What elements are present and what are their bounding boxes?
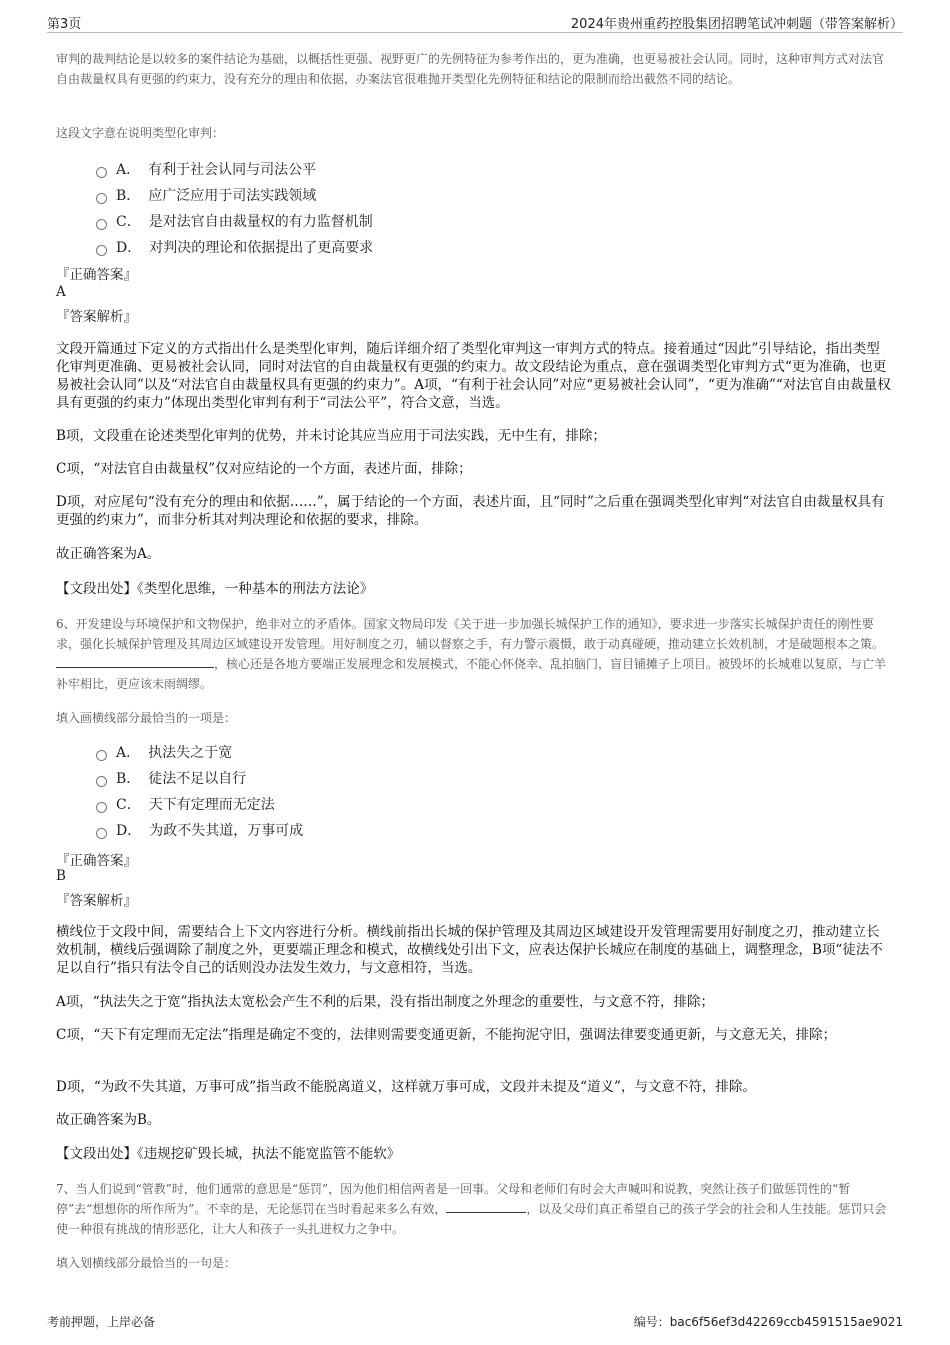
q6-answer-label: 『正确答案』: [56, 853, 137, 869]
q5-answer-label: 『正确答案』: [56, 267, 137, 283]
q5-source: 【文段出处】《类型化思维，一种基本的刑法方法论》: [56, 581, 374, 597]
q6-option-d[interactable]: D． 为政不失其道，万事可成: [96, 817, 303, 843]
q6-analysis-label: 『答案解析』: [56, 893, 137, 909]
radio-button[interactable]: [96, 193, 107, 204]
q6-answer: B: [56, 868, 66, 884]
q6-options: [96, 739, 303, 843]
q7-prompt: 填入划横线部分最恰当的一句是：: [56, 1256, 237, 1270]
radio-button[interactable]: [96, 828, 107, 839]
q5-answer: A: [56, 284, 66, 300]
q6-option-a[interactable]: A． 执法失之于宽: [96, 739, 303, 765]
radio-button[interactable]: [96, 219, 107, 230]
footer-slogan: 考前押题，上岸必备: [47, 1315, 156, 1329]
radio-button[interactable]: [96, 802, 107, 813]
q5-option-b[interactable]: B． 应广泛应用于司法实践领域: [96, 182, 373, 208]
q7-passage: 7、当人们说到“管教”时，他们通常的意思是“惩罚”，因为他们相信两者是一回事。父母和老师们有时会大声喊叫和说教，突然让孩子们做惩罚性的“暂停”去“想想你的所作所为”。不幸的是，无论惩罚在当时看起来多么有效， ，以及父母们真正希望自己的孩子学会的社会和人生技能。惩罚只会使一种很有挑战的情形恶化，让大人和孩子一头扎进权力之争中。: [56, 1182, 887, 1236]
q6-prompt: 填入画横线部分最恰当的一项是：: [56, 711, 237, 725]
q5-analysis-para: B项，文段重在论述类型化审判的优势，并未讨论其应当应用于司法实践，无中生有，排除；: [56, 428, 606, 444]
q5-analysis-para: 文段开篇通过下定义的方式指出什么是类型化审判，随后详细介绍了类型化审判这一审判方式的特点。接着通过“因此”引导结论，指出类型化审判更准确、更易被社会认同，同时对法官的自由裁量权有更强的约束力。故文段结论为重点，意在强调类型化审判方式“更为准确，也更易被社会认同”以及“对法官自由裁量权具有更强的约束力”。A项，“有利于社会认同”对应“更易被社会认同”，“更为准确”“对法官自由裁量权具有更强的约束力”体现出类型化审判有利于“司法公平”，符合文意，当选。: [56, 341, 891, 411]
fill-blank: [446, 1200, 526, 1213]
q5-options: [96, 156, 373, 260]
radio-button[interactable]: [96, 776, 107, 787]
q5-analysis-para: 故正确答案为A。: [56, 546, 161, 562]
q6-analysis-para: 故正确答案为B。: [56, 1112, 161, 1128]
q5-option-a[interactable]: A． 有利于社会认同与司法公平: [96, 156, 373, 182]
fill-blank: [56, 655, 214, 668]
q6-option-b[interactable]: B． 徒法不足以自行: [96, 765, 303, 791]
q5-option-c[interactable]: C． 是对法官自由裁量权的有力监督机制: [96, 208, 373, 234]
q5-option-d[interactable]: D． 对判决的理论和依据提出了更高要求: [96, 234, 373, 260]
q6-analysis-para: A项，“执法失之于宽”指执法太宽松会产生不利的后果，没有指出制度之外理念的重要性，与文意不符，排除；: [56, 994, 715, 1010]
q6-passage: 6、开发建设与环境保护和文物保护，绝非对立的矛盾体。国家文物局印发《关于进一步加强长城保护工作的通知》，要求进一步落实长城保护责任的刚性要求，强化长城保护管理及其周边区域建设开发管理。用好制度之刃，辅以督察之手，有力警示震慑，敢于动真碰硬，推动建立长效机制，才是破题根本之策。，核心还是各地方要端正发展理念和发展模式，不能心怀侥幸、乱拍脑门，盲目铺摊子上项目。被毁坏的长城难以复原，与亡羊补牢相比，更应该未雨绸缪。: [56, 617, 887, 691]
q5-passage: 审判的裁判结论是以较多的案件结论为基础，以概括性更强、视野更广的先例特征为参考作出的，更为准确，也更易被社会认同。同时，这种审判方式对法官自由裁量权具有更强的约束力，没有充分的理由和依据，办案法官很难抛开类型化先例特征和结论的限制而给出截然不同的结论。: [56, 52, 885, 86]
q6-source: 【文段出处】《违规挖矿毁长城，执法不能宽监管不能软》: [56, 1146, 401, 1162]
radio-button[interactable]: [96, 750, 107, 761]
q6-analysis-para: C项，“天下有定理而无定法”指理是确定不变的，法律则需要变通更新，不能拘泥守旧，强调法律要变通更新，与文意无关，排除；: [56, 1027, 837, 1043]
q5-analysis-label: 『答案解析』: [56, 309, 137, 325]
q5-prompt: 这段文字意在说明类型化审判：: [56, 126, 225, 140]
page-number: 第3页: [47, 17, 82, 32]
q6-analysis-para: 横线位于文段中间，需要结合上下文内容进行分析。横线前指出长城的保护管理及其周边区域建设开发管理需要用好制度之刃，推动建立长效机制，横线后强调除了制度之外，更要端正理念和模式，故横线处引出下文，应表达保护长城应在制度的基础上，调整理念，B项“徒法不足以自行”指只有法令自己的话则没办法发生效力，与文意相符，当选。: [56, 924, 883, 976]
q5-analysis-para: D项，对应尾句“没有充分的理由和依据……”，属于结论的一个方面，表述片面，且“同时”之后重在强调类型化审判“对法官自由裁量权具有更强的约束力”，而非分析其对判决理论和依据的要求，排除。: [56, 494, 885, 528]
page-header: [47, 10, 903, 33]
q6-analysis-para: D项，“为政不失其道，万事可成”指当政不能脱离道义，这样就万事可成，文段并未提及“道义”，与文意不符，排除。: [56, 1079, 756, 1095]
q5-analysis-para: C项，“对法官自由裁量权”仅对应结论的一个方面，表述片面，排除；: [56, 461, 472, 477]
document-title: 2024年贵州重药控股集团招聘笔试冲刺题（带答案解析）: [570, 17, 903, 32]
document-code: 编号：bac6f56ef3d42269ccb4591515ae9021: [633, 1315, 903, 1329]
radio-button[interactable]: [96, 167, 107, 178]
q6-option-c[interactable]: C． 天下有定理而无定法: [96, 791, 303, 817]
radio-button[interactable]: [96, 245, 107, 256]
